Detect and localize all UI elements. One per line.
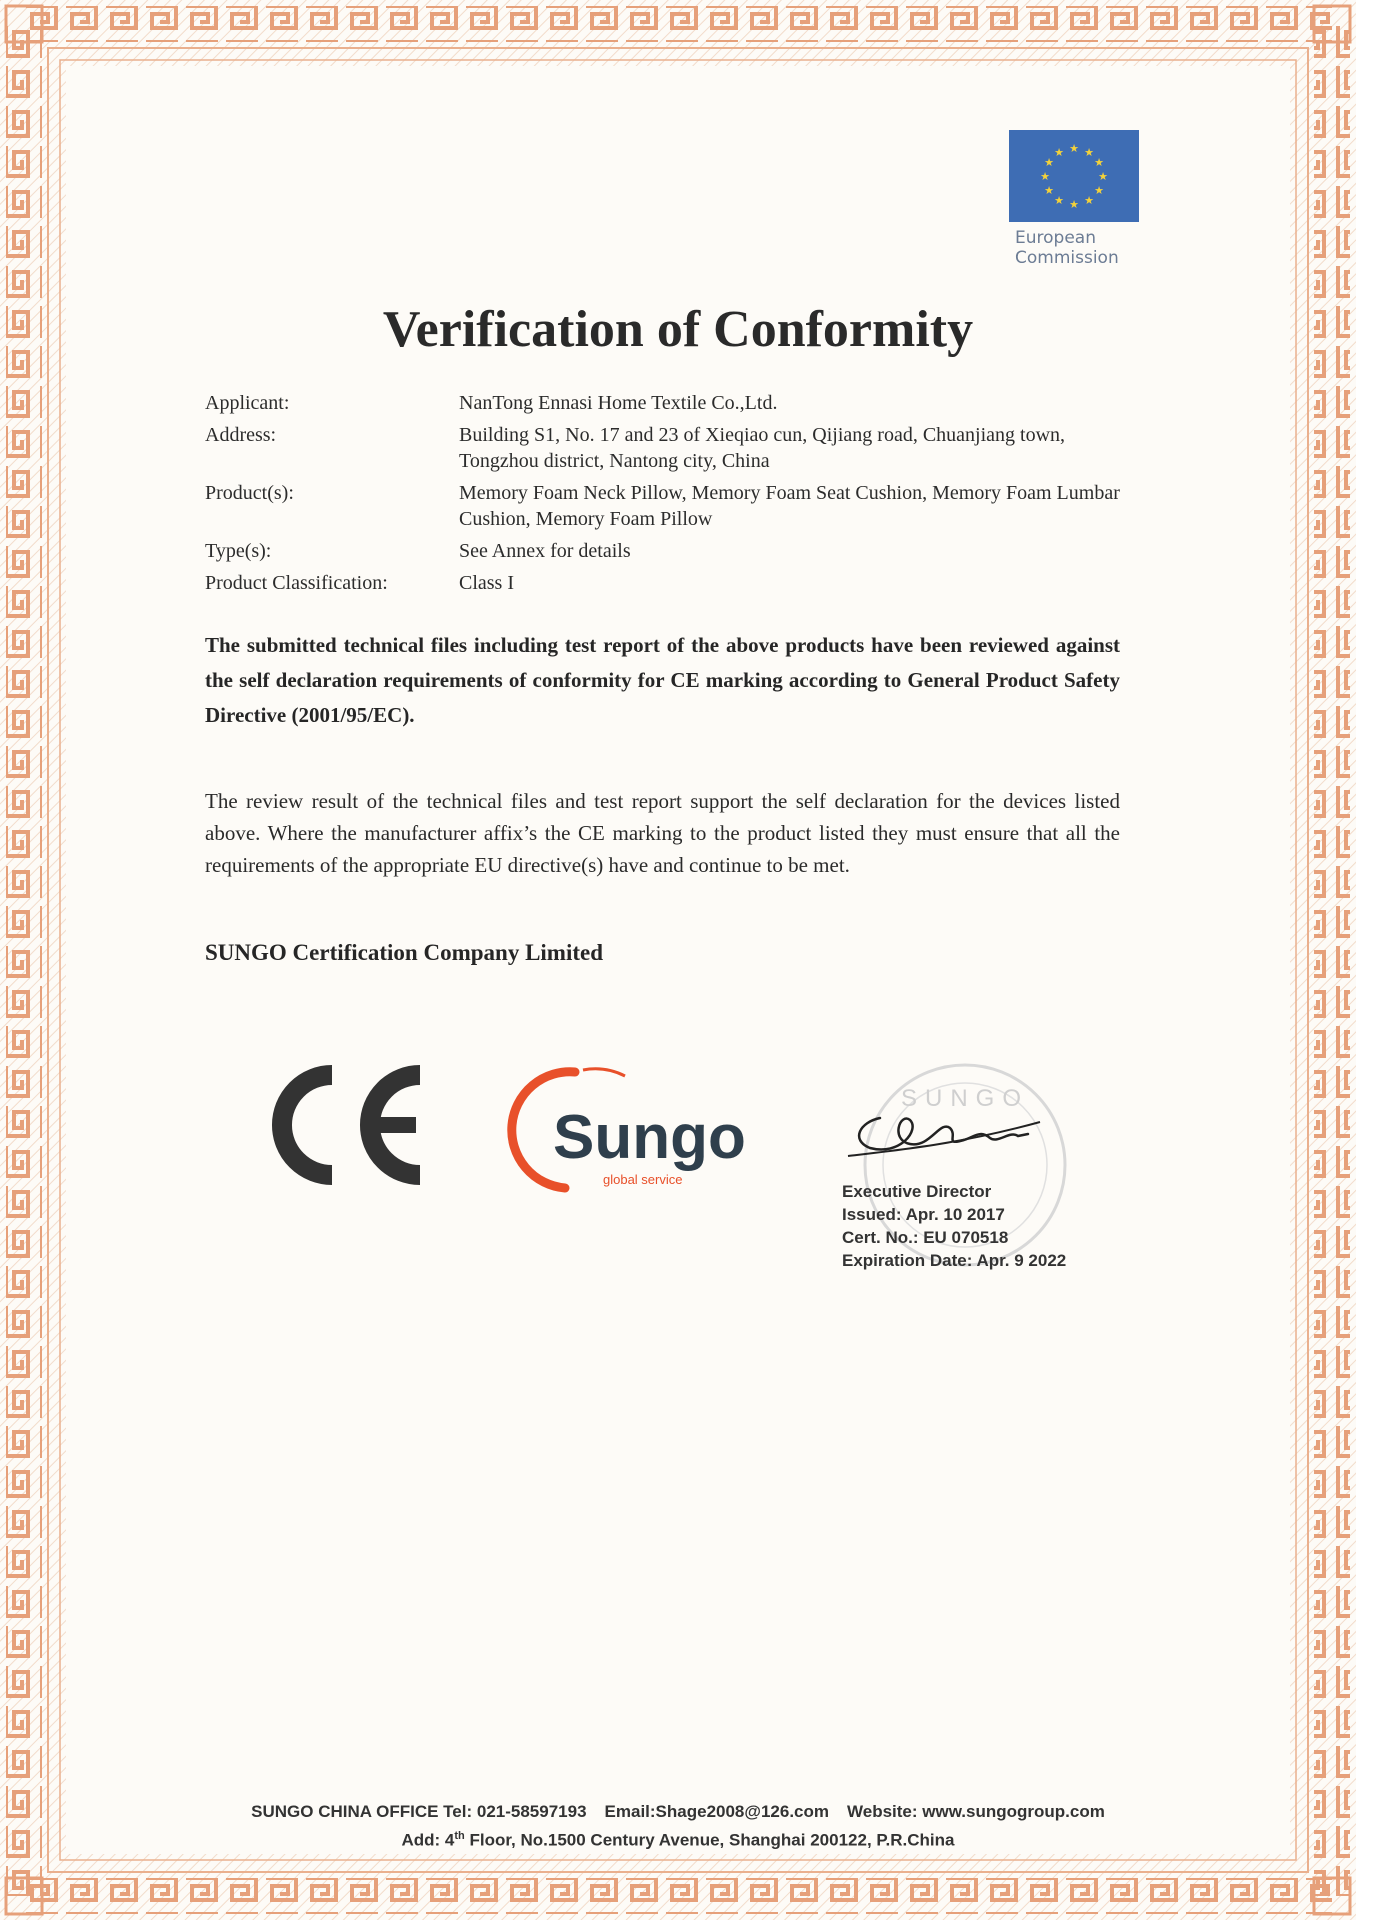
seal-text: SUNGO <box>900 1085 1030 1112</box>
svg-text:★: ★ <box>1084 195 1094 207</box>
svg-text:★: ★ <box>1084 147 1094 159</box>
info-label: Product Classification: <box>205 572 388 594</box>
svg-text:★: ★ <box>1040 171 1050 183</box>
issue-date: Issued: Apr. 10 2017 <box>842 1205 1005 1224</box>
footer-website: Website: www.sungogroup.com <box>847 1802 1105 1821</box>
svg-text:★: ★ <box>1069 199 1079 211</box>
eu-flag-icon <box>1009 130 1139 222</box>
review-statement: The submitted technical files including test report of the above products have been reviewed against the self declaration requirements of conformity for CE marking according to General Product Safety Directive (2001/95/EC). <box>205 633 1120 727</box>
info-value: Class I <box>459 572 514 594</box>
info-value: NanTong Ennasi Home Textile Co.,Ltd. <box>459 392 778 414</box>
info-row-products <box>205 480 1125 532</box>
director-signature <box>840 1100 1050 1170</box>
issuing-company: SUNGO Certification Company Limited <box>205 940 604 965</box>
info-row-applicant <box>205 390 1125 416</box>
info-row-types <box>205 538 1125 564</box>
info-row-classification <box>205 570 1125 596</box>
eu-logo-line1: European <box>1015 228 1096 248</box>
svg-text:★: ★ <box>1094 157 1104 169</box>
european-commission-logo <box>1009 130 1139 268</box>
certificate-details <box>842 1180 1066 1272</box>
footer-contact <box>0 1800 1356 1853</box>
info-label: Applicant: <box>205 392 290 414</box>
applicant-info <box>205 390 1125 602</box>
review-result-statement: The review result of the technical files and test report support the self declaration for the devices listed above. Where the manufacturer affix’s the CE marking to the product listed they must ensure that all the requirements of the appropriate EU directive(s) have and continue to be met. <box>205 789 1120 877</box>
info-label: Type(s): <box>205 540 272 562</box>
footer-line-1 <box>0 1800 1356 1824</box>
footer-address-sup: th <box>454 1830 465 1842</box>
sungo-tagline: global service <box>603 1172 683 1187</box>
director-role: Executive Director <box>842 1182 992 1201</box>
sungo-name: Sungo <box>553 1103 746 1172</box>
svg-text:★: ★ <box>1094 185 1104 197</box>
page-title: Verification of Conformity <box>382 301 974 358</box>
svg-text:★: ★ <box>1044 157 1054 169</box>
footer-address <box>0 1824 1356 1853</box>
info-row-address <box>205 422 1125 474</box>
sungo-logo <box>505 1060 805 1200</box>
svg-text:★: ★ <box>1054 147 1064 159</box>
info-value: Building S1, No. 17 and 23 of Xieqiao cun, Qijiang road, Chuanjiang town, Tongzhou district, Nantong city, China <box>459 424 1066 472</box>
eu-logo-line2: Commission <box>1015 248 1119 268</box>
svg-text:★: ★ <box>1069 143 1079 155</box>
certificate-number: Cert. No.: EU 070518 <box>842 1228 1009 1247</box>
svg-text:★: ★ <box>1054 195 1064 207</box>
footer-email: Email:Shage2008@126.com <box>604 1802 830 1821</box>
info-label: Product(s): <box>205 482 294 504</box>
info-value: Memory Foam Neck Pillow, Memory Foam Seat Cushion, Memory Foam Lumbar Cushion, Memory Foam Pillow <box>459 482 1120 530</box>
expiration-date: Expiration Date: Apr. 9 2022 <box>842 1251 1067 1270</box>
svg-text:★: ★ <box>1044 185 1054 197</box>
svg-text:★: ★ <box>1098 171 1108 183</box>
footer-office: SUNGO CHINA OFFICE Tel: 021-58597193 <box>251 1802 587 1821</box>
info-label: Address: <box>205 424 277 446</box>
footer-address-rest: Floor, No.1500 Century Avenue, Shanghai 200122, P.R.China <box>464 1830 955 1850</box>
footer-address-prefix: Add: 4 <box>401 1830 455 1850</box>
info-value: See Annex for details <box>459 540 631 562</box>
ce-mark-icon <box>260 1055 440 1195</box>
